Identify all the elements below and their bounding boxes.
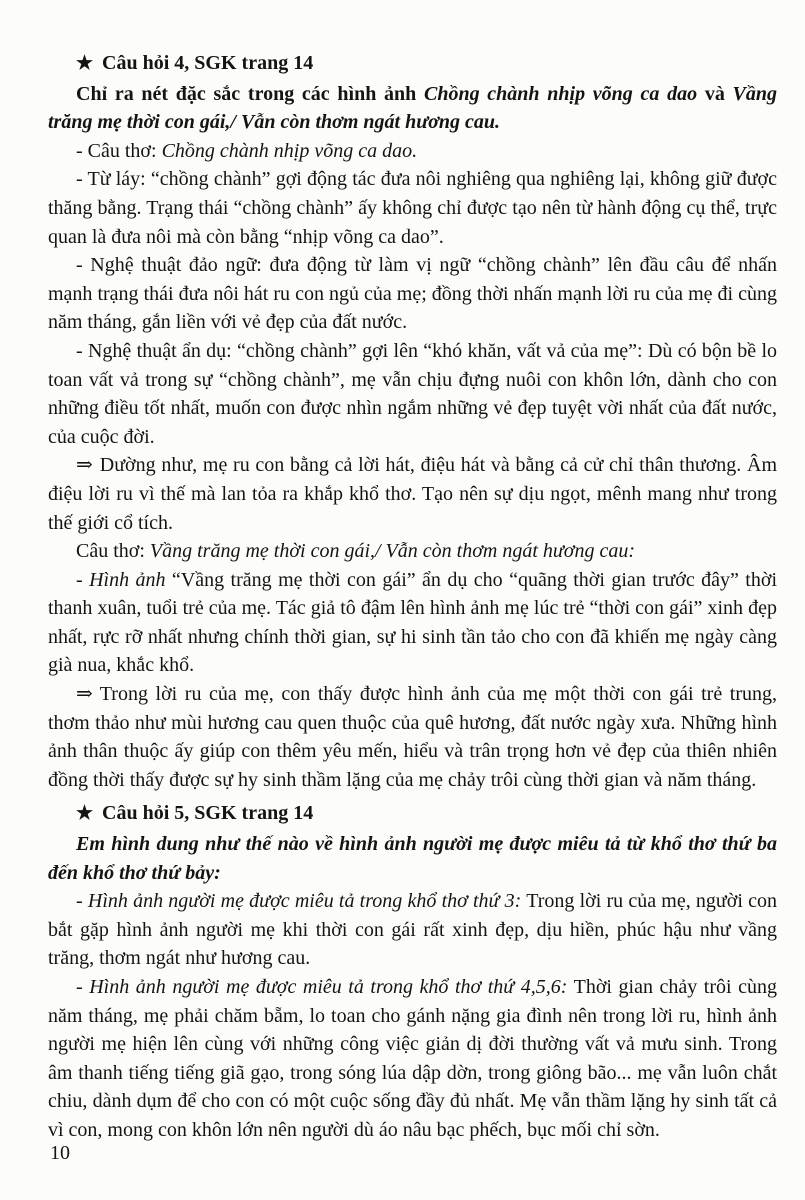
heading-text: Câu hỏi 4, SGK trang 14 [102, 52, 314, 74]
para-cau-tho-2 [48, 537, 777, 566]
para-summary-1 [48, 451, 777, 537]
text-run: Em hình dung như thế nào về hình ảnh người mẹ được miêu tả từ khổ thơ thứ ba đến khổ thơ thứ bảy: [48, 833, 777, 884]
para-hinh-anh [48, 566, 777, 680]
text-run: - Câu thơ: [76, 139, 162, 162]
star-icon: ★ [76, 53, 94, 74]
question-5-statement [48, 830, 777, 887]
text-run: Dường như, mẹ ru con bằng cả lời hát, điệu hát và bằng cả cử chỉ thân thương. Âm điệu lời ru vì thế mà lan tỏa ra khắp khổ thơ. Tạo nên sự dịu ngọt, mênh mang như trong thế giới cổ tích. [48, 454, 777, 534]
text-run: - [76, 890, 88, 913]
italic-lead: Hình ảnh người mẹ được miêu tả trong khổ thơ thứ 3: [87, 890, 522, 913]
para-tu-lay [48, 165, 777, 251]
page-number: 10 [50, 1142, 70, 1165]
italic-lead: Hình ảnh [89, 568, 166, 591]
text-run: - Nghệ thuật đảo ngữ: đưa động từ làm vị ngữ “chồng chành” lên đầu câu để nhấn mạnh trạng thái đưa nôi hát ru con ngủ của mẹ; đồng thời nhấn mạnh lời ru của mẹ đi cùng năm tháng, gắn liền với vẻ đẹp của đất nước. [48, 254, 777, 334]
section-heading-q5 [48, 799, 777, 829]
star-icon: ★ [76, 803, 94, 825]
text-run: Trong lời ru của mẹ, con thấy được hình ảnh của mẹ một thời con gái trẻ trung, thơm thảo như mùi hương cau quen thuộc của quê hương, đất nước ngày xưa. Những hình ảnh thân thuộc ấy giúp con thêm yêu mến, hiểu và trân trọng hơn vẻ đẹp của thiên nhiên đồng thời thấy được sự hy sinh thầm lặng của mẹ chảy trôi cùng thời gian và năm tháng. [48, 683, 777, 791]
para-kho-tho-3 [48, 887, 777, 973]
double-arrow-icon: ⇒ [76, 683, 93, 706]
text-run: - [76, 568, 90, 591]
para-kho-tho-456 [48, 973, 777, 1145]
para-summary-2 [48, 680, 777, 794]
para-an-du [48, 337, 777, 451]
text-run: và [697, 82, 733, 105]
text-run: - Nghệ thuật ẩn dụ: “chồng chành” gợi lên “khó khăn, vất vả của mẹ”: Dù có bộn bề lo toan vất vả trong sự “chồng chành”, mẹ vẫn chịu đựng nuôi con khôn lớn, dành cho con những điều tốt nhất, muốn con được nhìn ngắm những vẻ đẹp tuyệt vời nhất của đất nước, của cuộc đời. [48, 339, 777, 448]
text-run: - [76, 976, 90, 998]
para-cau-tho-1 [48, 137, 777, 166]
text-run: Trong lời ru của mẹ, người con bắt gặp hình ảnh người mẹ khi thời con gái rất xinh đẹp, dịu hiền, phúc hậu như vầng trăng, thơm ngát như hương cau. [48, 890, 777, 970]
heading-text: Câu hỏi 5, SGK trang 14 [102, 802, 314, 825]
italic-lead: Hình ảnh người mẹ được miêu tả trong khổ thơ thứ 4,5,6: [89, 976, 568, 998]
verse-quote: Chồng chành nhịp võng ca dao. [161, 139, 418, 162]
text-run: “Vầng trăng mẹ thời con gái” ẩn dụ cho “quãng thời gian trước đây” thời thanh xuân, tuổi trẻ của mẹ. Tác giả tô đậm lên hình ảnh mẹ lúc trẻ “thời con gái” xinh đẹp nhất, rực rỡ nhất nhưng chính thời gian, sự hi sinh tần tảo cho con đã khiến mẹ ngày càng già nua, khắc khổ. [48, 568, 778, 677]
verse-quote: Chồng chành nhịp võng ca dao [424, 82, 698, 105]
section-heading-q4 [48, 49, 777, 79]
text-run: Chỉ ra nét đặc sắc trong các hình ảnh [76, 82, 424, 105]
verse-quote: Vầng trăng mẹ thời con gái,/ Vẫn còn thơm ngát hương cau. [48, 82, 778, 134]
verse-quote: Vầng trăng mẹ thời con gái,/ Vẫn còn thơm ngát hương cau: [149, 540, 636, 563]
text-run: Câu thơ: [76, 540, 150, 563]
double-arrow-icon: ⇒ [76, 454, 93, 477]
para-dao-ngu [48, 251, 777, 337]
question-4-statement [48, 80, 777, 137]
text-run: Thời gian chảy trôi cùng năm tháng, mẹ phải chăm bẵm, lo toan cho gánh nặng gia đình nên trong lời ru, hình ảnh người mẹ hiện lên cùng với những công việc giản dị đời thường vất vả mưu sinh. Trong âm thanh tiếng tiếng giã gạo, trong sóng lúa dập dờn, trong giông bão... mẹ vẫn luôn chắt chiu, dành dụm để cho con có một cuộc sống đầy đủ nhất. Mẹ vẫn thầm lặng hy sinh tất cả vì con, mong con khôn lớn nên người dù áo nâu bạc phếch, bục mối chỉ sờn. [48, 976, 778, 1141]
text-run: - Từ láy: “chồng chành” gợi động tác đưa nôi nghiêng qua nghiêng lại, không giữ được thăng bằng. Trạng thái “chồng chành” ấy không chỉ được tạo nên từ hành động cụ thể, trực quan là đưa nôi mà còn bằng “nhịp võng ca dao”. [48, 168, 777, 248]
